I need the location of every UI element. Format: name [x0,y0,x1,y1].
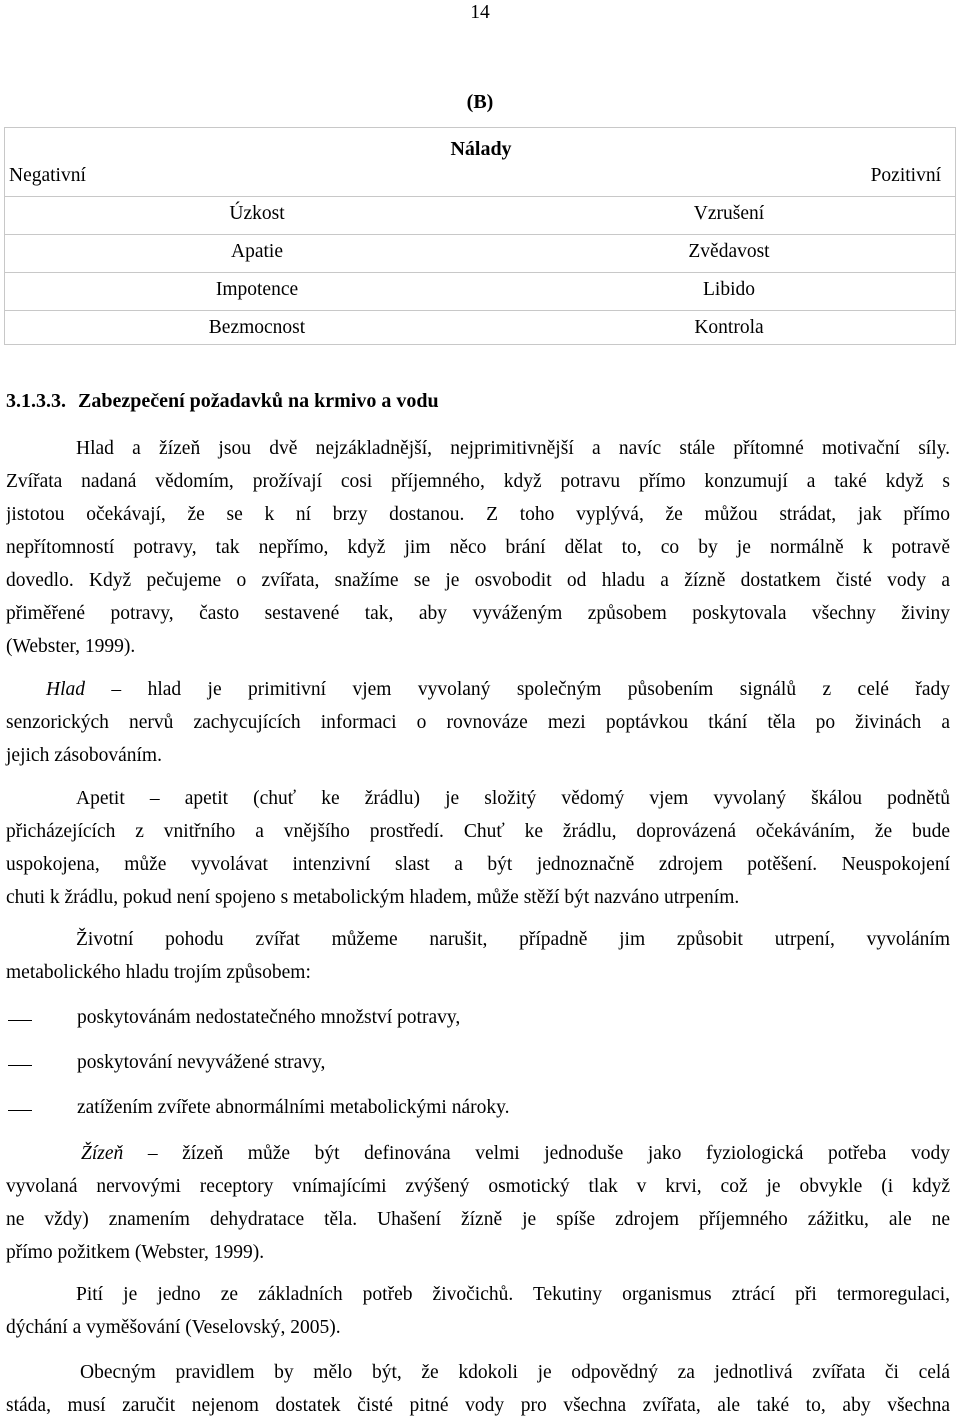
mood-negative: Bezmocnost [208,317,306,338]
list-item [0,1048,960,1081]
paragraph-hunger-thirst [6,432,950,663]
list-item-text: zatížením zvířete abnormálními metabolickými nároky. [77,1097,510,1118]
text-line: vyvolaná nervovými receptory vnímajícími zvýšený osmotický tlak v krvi, což je obvykle (i když [6,1176,950,1197]
text-line: přicházejících z vnitřního a vnějšího prostředí. Chuť ke žrádlu, doprovázená očekáváním, že bude [6,821,950,842]
table-divider [5,272,955,273]
text-line: ne vždy) znamením dehydratace těla. Uhašení žízně je spíše zdrojem příjemného zážitku, ale ne [6,1209,950,1230]
text-line: jistotou očekávají, že se k ní brzy dostanou. Z toho vyplývá, že můžou strádat, jak přímo [6,504,950,525]
figure-label: (B) [466,91,494,113]
text-line: chuti k žrádlu, pokud není spojeno s metabolickým hladem, může stěží být nazváno utrpením. [6,887,740,908]
paragraph-welfare [6,923,950,989]
text-line: senzorických nervů zachycujících informaci o rovnováze mezi poptávkou tkání těla po živinách a [6,712,950,733]
list-item [0,1003,960,1036]
section-heading [6,390,439,413]
text-line: Zvířata nadaná vědomím, prožívají cosi příjemného, když potravu přímo konzumují a také když s [6,471,950,492]
text-line: Pití je jedno ze základních potřeb živočichů. Tekutiny organismus ztrácí při termoregulaci, [76,1284,950,1305]
text-line: stáda, musí zaručit nejenom dostatek čisté pitné vody pro všechna zvířata, ale také to, aby všechna [6,1395,950,1416]
mood-positive: Libido [703,279,755,300]
mood-negative: Úzkost [229,203,285,224]
text-line: uspokojena, může vyvolávat intenzivní slast a být jednoznačně zdrojem potěšení. Neuspokojení [6,854,950,875]
table-divider [5,196,955,197]
dash-bullet [8,1020,32,1021]
positive-label: Pozitivní [870,165,941,186]
table-divider [5,310,955,311]
term-hunger: Hlad [46,679,85,700]
list-item-text: poskytovánám nedostatečného množství potravy, [77,1007,461,1028]
dash-bullet [8,1065,32,1066]
text-line: jejich zásobováním. [6,745,162,766]
mood-negative: Apatie [231,241,283,262]
text-line: Apetit – apetit (chuť ke žrádlu) je složitý vědomý vjem vyvolaný škálou podnětů [76,788,950,809]
mood-positive: Vzrušení [693,203,765,224]
text-line: dovedlo. Když pečujeme o zvířata, snažíme se je osvobodit od hladu a žízně dostatkem čisté vody a [6,570,950,591]
term-thirst: Žízeň [81,1143,124,1164]
text-line: přiměřené potravy, často sestavené tak, aby vyváženým způsobem poskytovala všechny živiny [6,603,950,624]
paragraph-drinking [6,1278,950,1344]
paragraph-appetite [6,782,950,914]
moods-table [4,127,956,345]
text-line: Životní pohodu zvířat můžeme narušit, případně jim způsobit utrpení, vyvoláním [76,929,950,950]
table-divider [5,234,955,235]
text-line: nepřítomností potravy, tak nepřímo, když jim něco brání dělat to, co by je normálně k potravě [6,537,950,558]
list-item-text: poskytování nevyvážené stravy, [77,1052,326,1073]
text-line: Hlad – hlad je primitivní vjem vyvolaný společným působením signálů z celé řady [46,679,950,700]
negative-label: Negativní [9,165,86,186]
list-item [0,1093,960,1126]
paragraph-hunger [6,673,950,772]
text-line: Obecným pravidlem by mělo být, že kdokoli je odpovědný za jednotlivá zvířata či celá [80,1362,950,1383]
text-line: Hlad a žízeň jsou dvě nejzákladnější, nejprimitivnější a navíc stále přítomné motivační síly. [76,438,950,459]
section-title: Zabezpečení požadavků na krmivo a vodu [78,390,439,412]
text-line: (Webster, 1999). [6,636,136,657]
paragraph-thirst [6,1137,950,1269]
paragraph-rule [6,1356,950,1422]
dash-bullet [8,1110,32,1111]
page-number: 14 [470,2,490,23]
moods-title: Nálady [450,138,512,160]
text-line: metabolického hladu trojím způsobem: [6,962,311,983]
text-line: Žízeň – žízeň může být definována velmi jednoduše jako fyziologická potřeba vody [81,1143,950,1164]
mood-negative: Impotence [215,279,299,300]
section-number: 3.1.3.3. [6,390,66,412]
text-line: přímo požitkem (Webster, 1999). [6,1242,265,1263]
text-line: dýchání a vyměšování (Veselovský, 2005). [6,1317,341,1338]
mood-positive: Kontrola [694,317,764,338]
mood-positive: Zvědavost [688,241,770,262]
